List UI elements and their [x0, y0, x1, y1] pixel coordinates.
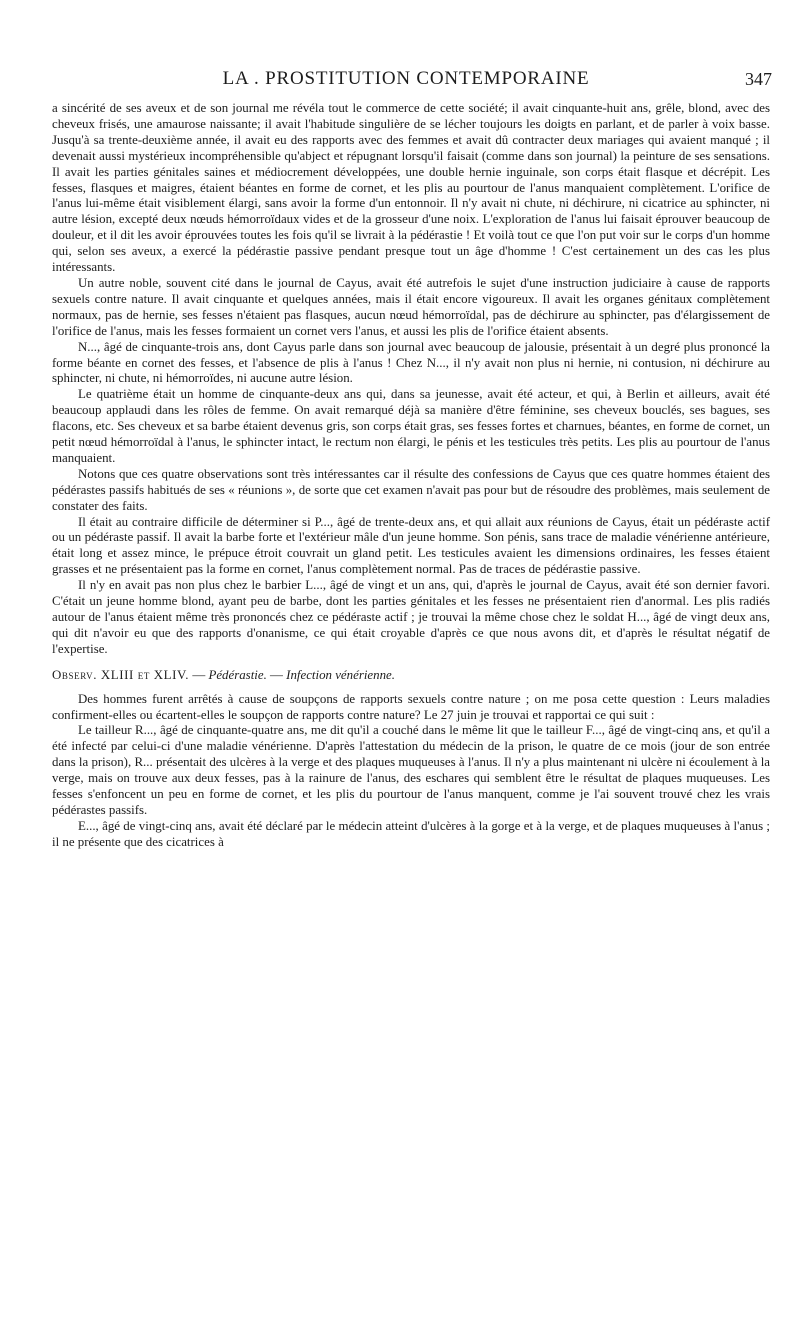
- paragraph: Le quatrième était un homme de cinquante-deux ans qui, dans sa jeunesse, avait été acteur, et qui, à Berlin et ailleurs, avait été beaucoup applaudi dans les rôles de femme. On avait remarqué déjà sa manière d'être féminine, ses cheveux bouclés, ses bagues, ses flacons, etc. Ses cheveux et sa barbe étaient devenus gris, son corps était gras, ses fesses fortes et charnues, béantes, en forme de cornet, un petit nœud hémorroïdal à l'anus, le sphincter intact, le rectum non élargi, le pénis et les testicules très petits. Les plis au pourtour de l'anus manquaient.: [52, 387, 770, 465]
- running-title: LA . PROSTITUTION CONTEMPORAINE: [222, 68, 590, 89]
- running-header: [40, 68, 772, 96]
- paragraph: Il n'y en avait pas non plus chez le barbier L..., âgé de vingt et un ans, qui, d'après le journal de Cayus, avait été son dernier favori. C'était un jeune homme blond, ayant peu de barbe, dont les parties génitales et les fesses ne présentaient rien d'anormal. Les plis radiés autour de l'anus étaient même très prononcés chez ce pédéraste actif ; je trouvai la même chose chez le soldat H..., âgé de vingt deux ans, qui dit n'avoir eu que des rapports d'onanisme, ce qui était croyable d'après ce que nous avons dit, et d'après le résultat négatif de l'expertise.: [52, 578, 770, 656]
- heading-dash: —: [192, 667, 206, 682]
- observation-heading: [52, 668, 770, 684]
- paragraph: N..., âgé de cinquante-trois ans, dont Cayus parle dans son journal avec beaucoup de jalousie, présentait à un degré plus prononcé la forme béante en cornet des fesses, et l'absence de plis à l'anus ! Chez N..., il n'y avait non plus ni hernie, ni contusion, ni déchirure au sphincter, ni chute, ni hémorroïdes, ni aucune autre lésion.: [52, 339, 770, 386]
- page-number: 347: [745, 69, 772, 89]
- observation-subject: Pédérastie.: [208, 667, 267, 682]
- heading-dash: —: [270, 667, 283, 682]
- paragraph: E..., âgé de vingt-cinq ans, avait été déclaré par le médecin atteint d'ulcères à la gorge et à la verge, et de plaques muqueuses à l'anus ; il ne présente que des cicatrices à: [52, 818, 770, 849]
- paragraph: Le tailleur R..., âgé de cinquante-quatre ans, me dit qu'il a couché dans le même lit que le tailleur F..., âgé de vingt-cinq ans, et qu'il a été infecté par celui-ci d'une maladie vénérienne. D'après l'attestation du médecin de la prison, le quatre de ce mois (jour de son entrée dans la prison), R... présentait des ulcères à la verge et des plaques muqueuses à l'anus. Il n'y a plus maintenant ni ulcère ni écoulement à la verge, mais on trouve aux deux fesses, pas à la rainure de l'anus, des eschares qui semblent être le résultat de plaques muqueuses. Les fesses s'enfoncent un peu en forme de cornet, et les plis du pourtour de l'anus manquent, comme je l'ai souvent trouvé chez les vrais pédérastes passifs.: [52, 723, 770, 817]
- paragraph: Un autre noble, souvent cité dans le journal de Cayus, avait été autrefois le sujet d'une instruction judiciaire à cause de rapports sexuels contre nature. Il avait cinquante et quelques années, mais il était encore vigoureux. Il avait les organes génitaux complètement normaux, pas de hernie, ses fesses n'étaient pas flasques, aucun nœud hémorroïdal, pas de déchirure au sphincter, pas d'élargissement de l'orifice de l'anus, mais les fesses formaient un cornet vers l'anus, et aussi les plis de l'orifice étaient absents.: [52, 275, 770, 338]
- observation-label: Observ. XLIII et XLIV.: [52, 667, 190, 682]
- body-text: [52, 101, 770, 851]
- paragraph: Notons que ces quatre observations sont très intéressantes car il résulte des confessions de Cayus que ces quatre hommes étaient des pédérastes passifs habitués de ses « réunions », de sorte que cet examen n'avait pas pour but de résoudre des problèmes, mais seulement de constater des faits.: [52, 466, 770, 513]
- paragraph: Des hommes furent arrêtés à cause de soupçons de rapports sexuels contre nature ; on me posa cette question : Leurs maladies confirment-elles ou écartent-elles le soupçon de rapports contre nature? Le 27 juin je trouvai et rapportai ce qui suit :: [52, 691, 770, 722]
- observation-subject: Infection vénérienne.: [286, 667, 395, 682]
- paragraph: a sincérité de ses aveux et de son journal me révéla tout le commerce de cette société; il avait cinquante-huit ans, grêle, blond, avec des cheveux frisés, une amaurose naissante; il avait l'habitude singulière de se lécher toujours les doigts en parlant, et de parler à voix basse. Jusqu'à sa trente-deuxième année, il avait eu des rapports avec des femmes et avait dû contracter deux mariages qui avaient manqué ; il devenait aussi mystérieux incompréhensible qu'abject et répugnant lorsqu'il faisait (comme dans son journal) la peinture de ses sensations. Il avait les parties génitales saines et médiocrement développées, une double hernie inguinale, son corps était flasque et décrépit. Les fesses, flasques et maigres, étaient béantes en forme de cornet, et les plis au pourtour de l'anus manquaient complètement. L'orifice de l'anus lui-même était visiblement élargi, sans avoir la forme d'un entonnoir. Il n'y avait ni chute, ni déchirure, ni cicatrice au sphincter, ni autre lésion, excepté deux nœuds hémorroïdaux vides et de la grosseur d'une noix. L'exploration de l'anus lui faisait éprouver beaucoup de douleur, et il dit les avoir éprouvées toutes les fois qu'il se livrait à la pédérastie ! Et voilà tout ce que l'on put voir sur le corps d'un homme qui, selon ses aveux, a exercé la pédérastie passive pendant presque tout un âge d'homme ! C'est certainement un des cas les plus intéressants.: [52, 101, 770, 275]
- paragraph: Il était au contraire difficile de déterminer si P..., âgé de trente-deux ans, et qui allait aux réunions de Cayus, était un pédéraste actif ou un pédéraste passif. Il avait la barbe forte et l'extérieur mâle d'un jeune homme. Son pénis, sans trace de maladie vénérienne antérieure, était long et assez mince, le prépuce étroit couvrait un gland petit. Les testicules avaient les dimensions ordinaires, les fesses étaient grasses et ne présentaient pas la forme en cornet, l'anus complètement normal. Pas de traces de pédérastie passive.: [52, 514, 770, 577]
